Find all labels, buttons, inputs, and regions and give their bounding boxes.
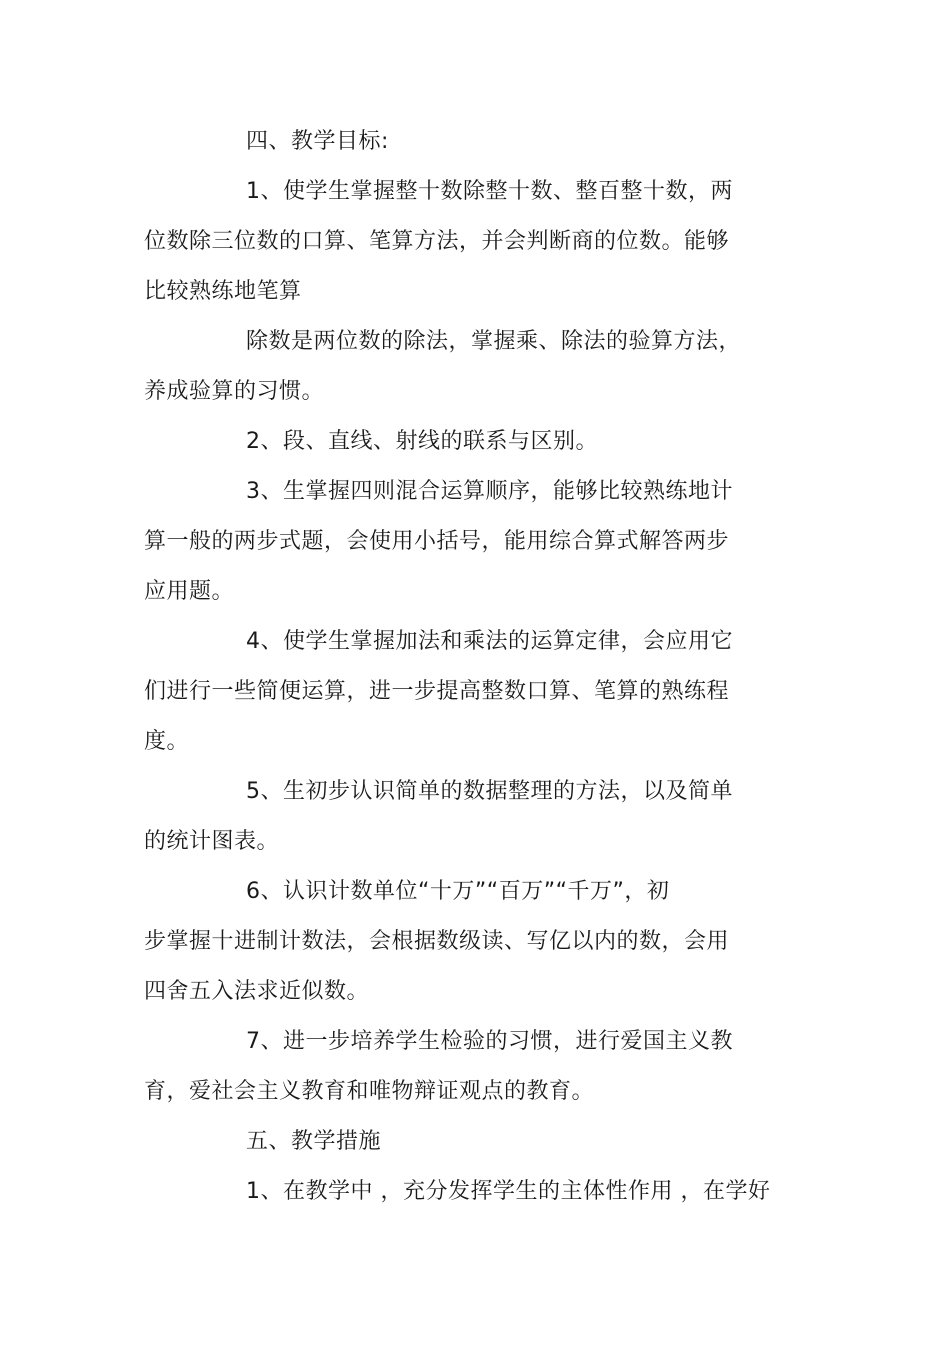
section-heading-measures: 五、教学措施 [246, 1129, 382, 1154]
paragraph-line: 5、生初步认识简单的数据整理的方法，以及简单 [246, 779, 733, 804]
paragraph-line: 们进行一些简便运算，进一步提高整数口算、笔算的熟练程 [144, 679, 730, 704]
paragraph-line: 四舍五入法求近似数。 [144, 979, 370, 1004]
paragraph-line: 除数是两位数的除法，掌握乘、除法的验算方法， [246, 329, 742, 354]
paragraph-line: 7、进一步培养学生检验的习惯，进行爱国主义教 [246, 1029, 733, 1054]
paragraph-line: 算一般的两步式题，会使用小括号，能用综合算式解答两步 [144, 529, 730, 554]
section-heading-objectives: 四、教学目标: [246, 129, 389, 154]
paragraph-line: 步掌握十进制计数法，会根据数级读、写亿以内的数，会用 [144, 929, 730, 954]
paragraph-line: 比较熟练地笔算 [144, 279, 302, 304]
paragraph-line: 的统计图表。 [144, 829, 280, 854]
paragraph-line: 2、段、直线、射线的联系与区别。 [246, 429, 598, 454]
paragraph-line: 1、在教学中 ，充分发挥学生的主体性作用 ，在学好 [246, 1179, 771, 1204]
paragraph-line: 育，爱社会主义教育和唯物辩证观点的教育。 [144, 1079, 595, 1104]
paragraph-line: 位数除三位数的口算、笔算方法，并会判断商的位数。能够 [144, 229, 730, 254]
paragraph-line: 6、认识计数单位“十万”“百万”“千万”，初 [246, 879, 670, 904]
paragraph-line: 3、生掌握四则混合运算顺序，能够比较熟练地计 [246, 479, 733, 504]
paragraph-line: 应用题。 [144, 579, 235, 604]
paragraph-line: 养成验算的习惯。 [144, 379, 325, 404]
paragraph-line: 1、使学生掌握整十数除整十数、整百整十数，两 [246, 179, 733, 204]
paragraph-line: 度。 [144, 729, 190, 754]
paragraph-line: 4、使学生掌握加法和乘法的运算定律，会应用它 [246, 629, 733, 654]
